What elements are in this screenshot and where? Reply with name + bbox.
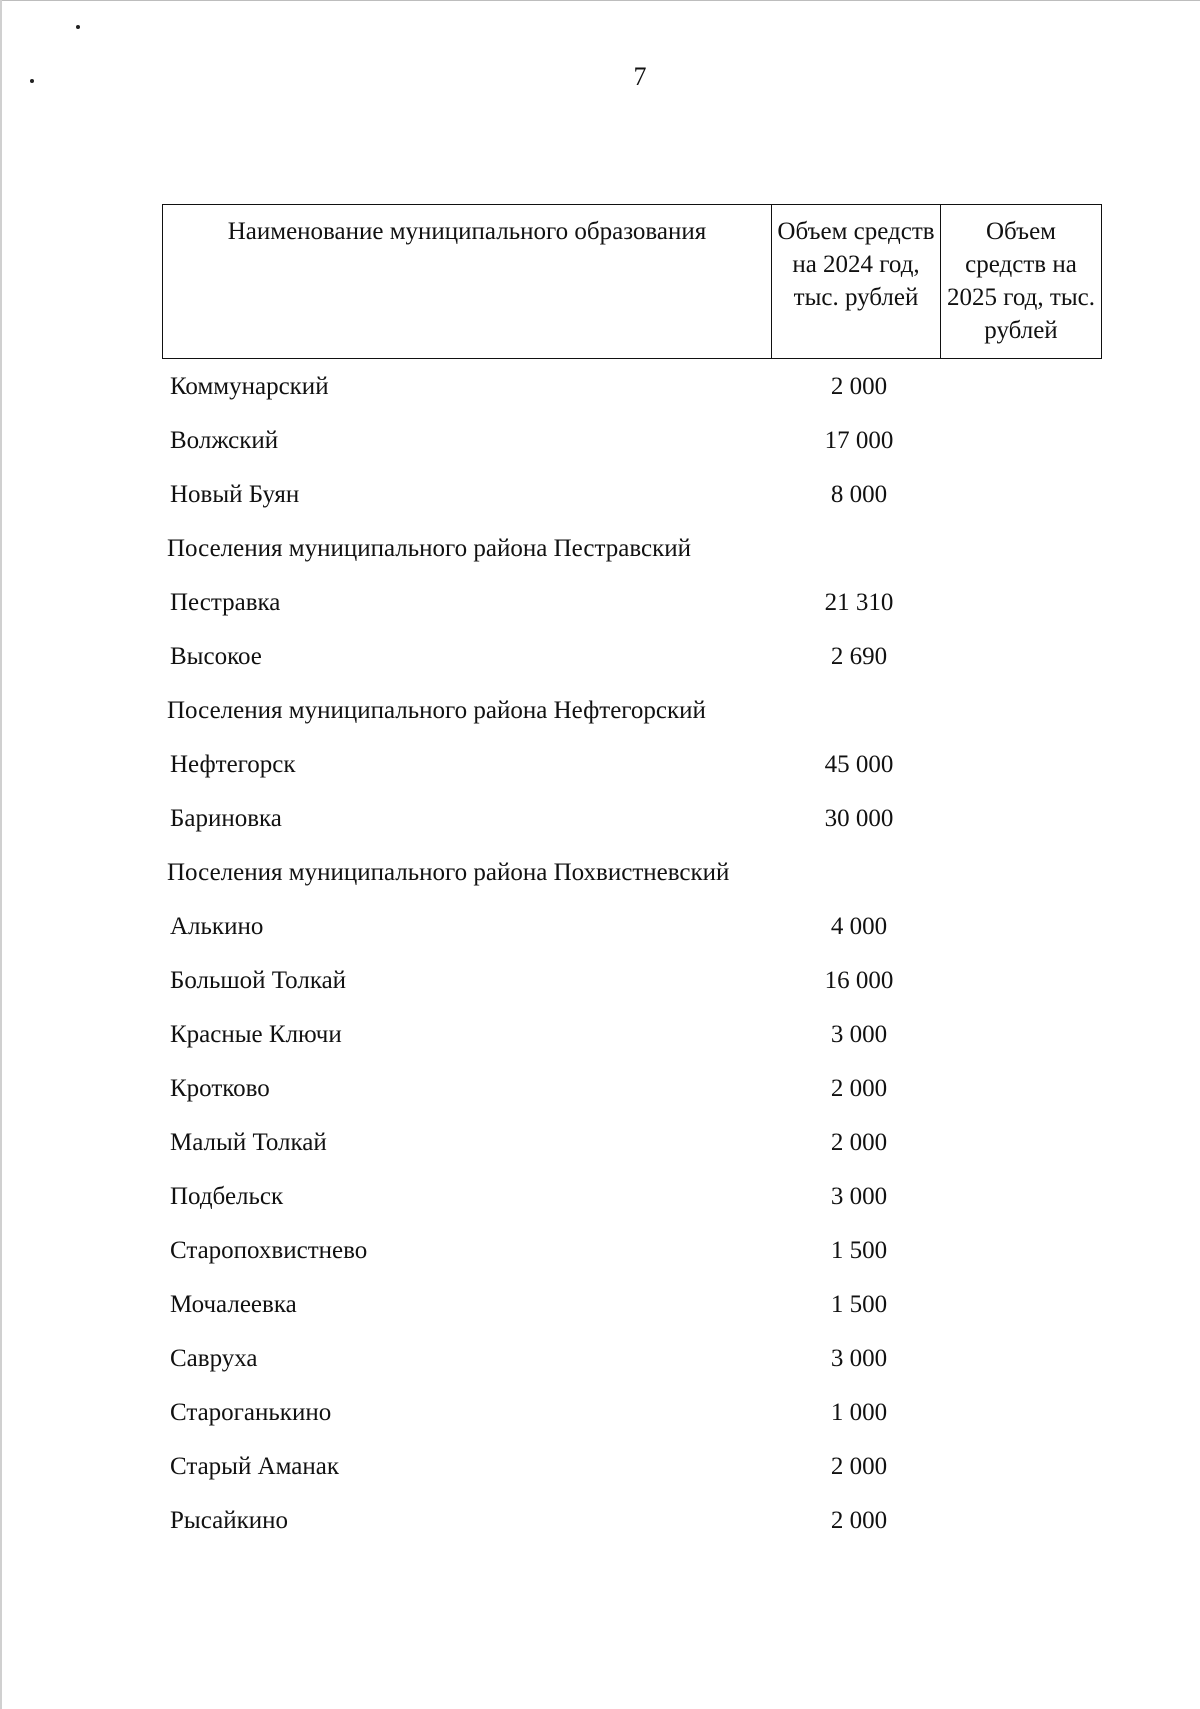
municipality-name: Бариновка [170, 805, 282, 832]
municipality-name: Кротково [170, 1075, 270, 1102]
municipality-name: Мочалеевка [170, 1291, 297, 1318]
municipality-name: Рысайкино [170, 1507, 288, 1534]
table-row [162, 414, 1082, 468]
table-row [162, 630, 1082, 684]
volume-2024-cell: 2 000 [830, 373, 888, 400]
table-row [162, 1494, 1082, 1548]
volume-2024-cell: 21 310 [824, 589, 894, 616]
volume-2024-cell: 3 000 [830, 1183, 888, 1210]
group-heading: Поселения муниципального района Похвистневский [167, 859, 730, 886]
page-number: 7 [633, 62, 647, 91]
page-top-edge [0, 0, 1200, 1]
group-heading-row [162, 522, 1082, 576]
page-left-edge [0, 0, 2, 1709]
table-row [162, 1062, 1082, 1116]
table-row [162, 1440, 1082, 1494]
group-heading-row [162, 684, 1082, 738]
volume-2024-cell: 17 000 [824, 427, 894, 454]
table-row [162, 738, 1082, 792]
municipality-name: Большой Толкай [170, 967, 347, 994]
volume-2024-cell: 2 690 [830, 643, 888, 670]
municipality-name: Алькино [170, 913, 264, 940]
volume-2024-cell: 1 000 [830, 1399, 888, 1426]
table-row [162, 792, 1082, 846]
header-volume-2024: Объем средств на 2024 год, тыс. рублей [772, 205, 941, 359]
volume-2024-cell: 2 000 [830, 1075, 888, 1102]
header-row [163, 205, 1102, 359]
table-row [162, 1170, 1082, 1224]
scan-speck [76, 25, 80, 29]
municipality-name: Коммунарский [170, 373, 329, 400]
group-heading-row [162, 846, 1082, 900]
volume-2024-cell: 4 000 [830, 913, 888, 940]
volume-2024-cell: 3 000 [830, 1021, 888, 1048]
municipality-name: Красные Ключи [170, 1021, 342, 1048]
municipality-name: Савруха [170, 1345, 258, 1372]
municipality-name: Высокое [170, 643, 262, 670]
municipality-name: Нефтегорск [170, 751, 296, 778]
municipality-name: Старый Аманак [170, 1453, 340, 1480]
table-row [162, 1278, 1082, 1332]
table-row [162, 900, 1082, 954]
volume-2024-cell: 3 000 [830, 1345, 888, 1372]
municipality-name: Подбельск [170, 1183, 284, 1210]
volume-2024-cell: 2 000 [830, 1453, 888, 1480]
table-row [162, 1224, 1082, 1278]
volume-2024-cell: 1 500 [830, 1237, 888, 1264]
table-row [162, 1386, 1082, 1440]
municipality-name: Малый Толкай [170, 1129, 327, 1156]
volume-2024-cell: 16 000 [824, 967, 894, 994]
municipality-name: Староганькино [170, 1399, 332, 1426]
table-header [162, 204, 1102, 359]
table-row [162, 1008, 1082, 1062]
municipality-name: Пестравка [170, 589, 281, 616]
volume-2024-cell: 2 000 [830, 1507, 888, 1534]
municipality-name: Новый Буян [170, 481, 300, 508]
table-body [162, 360, 1082, 1548]
table-row [162, 1332, 1082, 1386]
volume-2024-cell: 45 000 [824, 751, 894, 778]
header-municipality-name: Наименование муниципального образования [163, 205, 772, 359]
volume-2024-cell: 8 000 [830, 481, 888, 508]
table-row [162, 954, 1082, 1008]
volume-2024-cell: 30 000 [824, 805, 894, 832]
header-volume-2025: Объем средств на 2025 год, тыс. рублей [941, 205, 1102, 359]
group-heading: Поселения муниципального района Нефтегорский [167, 697, 706, 724]
table-row [162, 468, 1082, 522]
municipality-name: Волжский [170, 427, 279, 454]
group-heading: Поселения муниципального района Пестравский [167, 535, 691, 562]
municipality-name: Старопохвистнево [170, 1237, 368, 1264]
table-row [162, 1116, 1082, 1170]
table-row [162, 360, 1082, 414]
volume-2024-cell: 2 000 [830, 1129, 888, 1156]
volume-2024-cell: 1 500 [830, 1291, 888, 1318]
table-row [162, 576, 1082, 630]
